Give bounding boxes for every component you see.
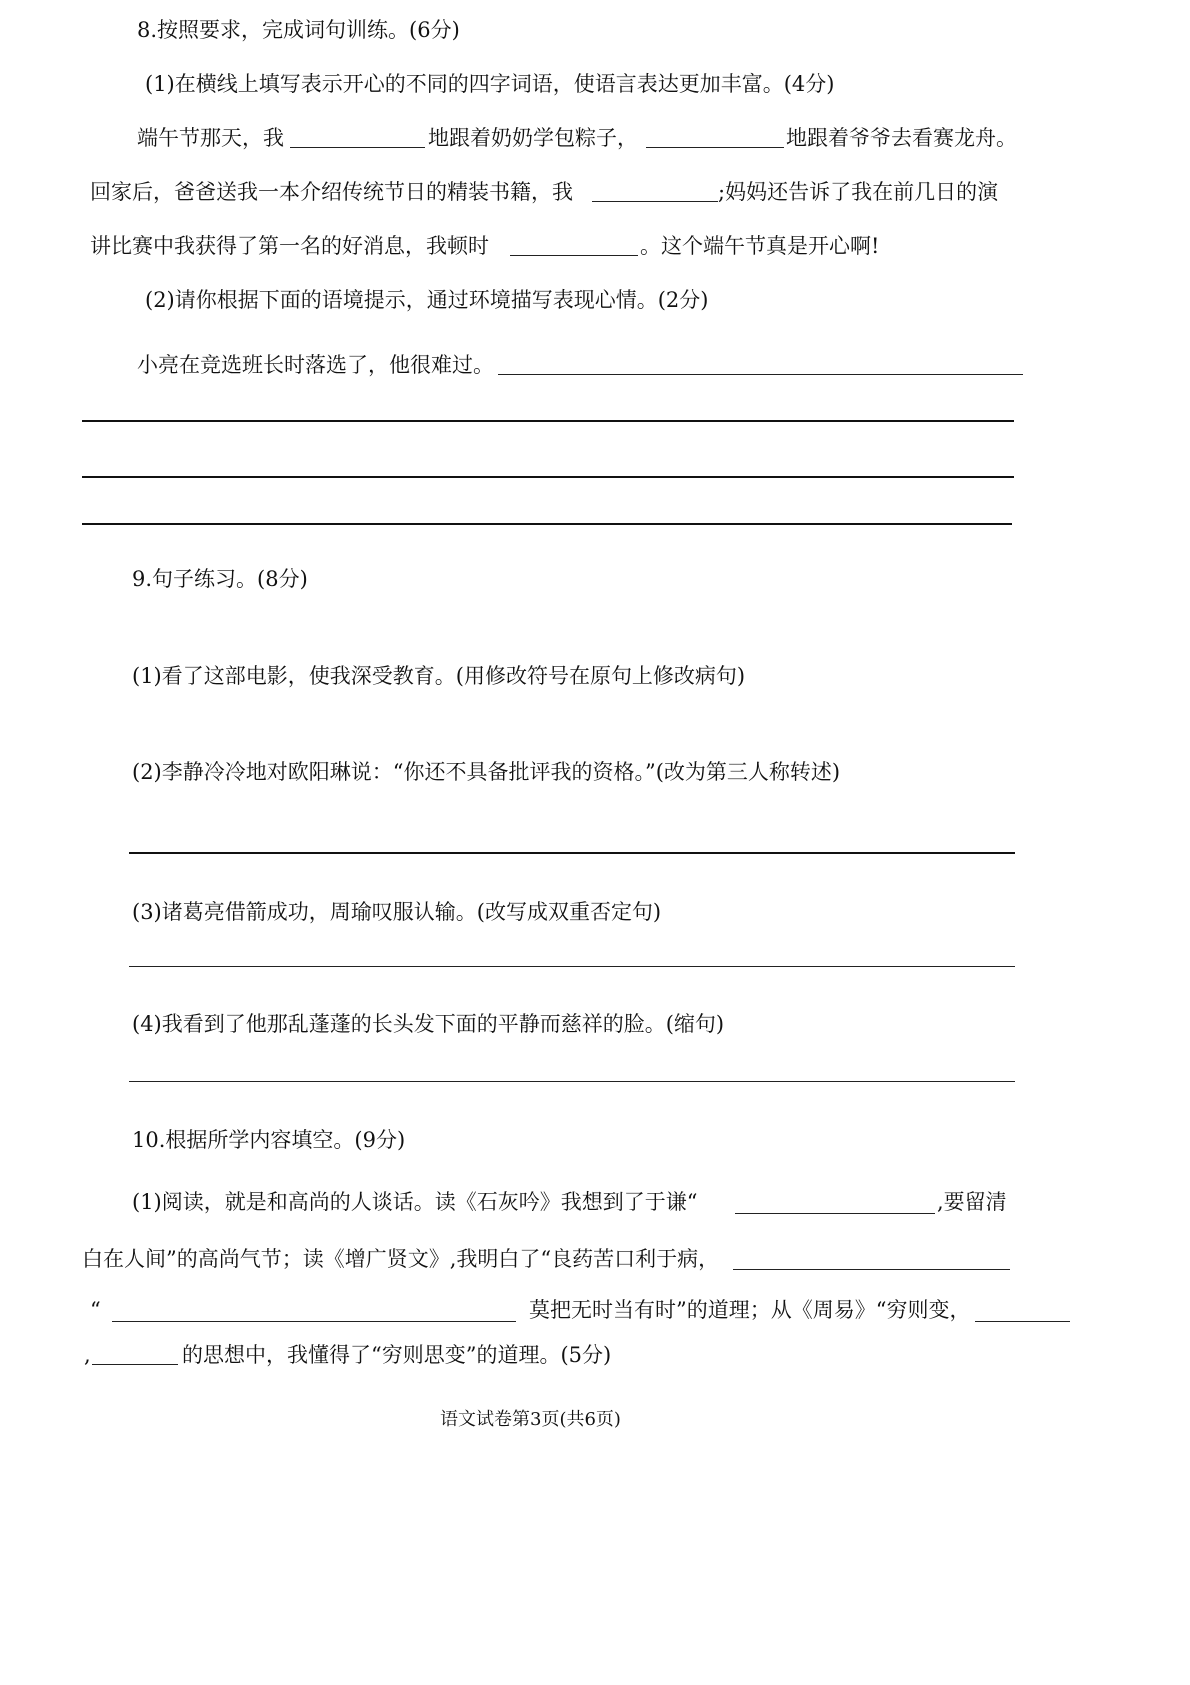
q10-line1-text-b: ,要留清 — [937, 1190, 1007, 1214]
blank-poem-line[interactable] — [735, 1213, 935, 1214]
q9-sentence-2: (2)李静冷冷地对欧阳琳说：“你还不具备批评我的资格。”(改为第三人称转述) — [132, 760, 841, 784]
q8-line3-text-b: 。这个端午节真是开心啊! — [640, 234, 880, 258]
q10-line4-text-b: 的思想中，我懂得了“穷则思变”的道理。(5分) — [182, 1343, 612, 1367]
answer-line-environment-2[interactable] — [82, 420, 1014, 422]
page-footer: 语文试卷第3页(共6页) — [440, 1409, 621, 1430]
blank-proverb-1[interactable] — [733, 1269, 1010, 1270]
blank-zhouyi-1[interactable] — [975, 1321, 1070, 1322]
q8-line2-text-a: 回家后，爸爸送我一本介绍传统节日的精装书籍，我 — [90, 180, 573, 204]
answer-line-q9-3[interactable] — [129, 966, 1015, 967]
blank-joyful-word-1[interactable] — [290, 147, 425, 148]
q8-line1-text-b: 地跟着奶奶学包粽子， — [428, 126, 638, 150]
q8-line3-text-a: 讲比赛中我获得了第一名的好消息，我顿时 — [90, 234, 489, 258]
q9-sentence-4: (4)我看到了他那乱蓬蓬的长头发下面的平静而慈祥的脸。(缩句) — [132, 1012, 725, 1036]
q10-line1-text-a: (1)阅读，就是和高尚的人谈话。读《石灰吟》我想到了于谦“ — [132, 1190, 698, 1214]
q8-part2-instruction: (2)请你根据下面的语境提示，通过环境描写表现心情。(2分) — [145, 288, 709, 312]
answer-line-q9-2[interactable] — [129, 852, 1015, 854]
q10-heading: 10.根据所学内容填空。(9分) — [132, 1128, 406, 1152]
answer-line-environment-4[interactable] — [82, 523, 1012, 525]
q8-heading: 8.按照要求，完成词句训练。(6分) — [137, 18, 460, 42]
q9-sentence-1: (1)看了这部电影，使我深受教育。(用修改符号在原句上修改病句) — [132, 664, 746, 688]
q10-line2-text-a: 白在人间”的高尚气节；读《增广贤文》,我明白了“良药苦口利于病， — [82, 1247, 720, 1271]
answer-line-q9-4[interactable] — [129, 1081, 1015, 1082]
q10-line3-text-b: 莫把无时当有时”的道理；从《周易》“穷则变， — [529, 1298, 971, 1322]
blank-joyful-word-2[interactable] — [646, 147, 784, 148]
blank-joyful-word-3[interactable] — [592, 201, 718, 202]
q8-part1-instruction: (1)在横线上填写表示开心的不同的四字词语，使语言表达更加丰富。(4分) — [145, 72, 835, 96]
q8-line1-text-a: 端午节那天，我 — [137, 126, 284, 150]
q8-part2-prompt: 小亮在竞选班长时落选了，他很难过。 — [137, 353, 494, 377]
answer-line-environment-1[interactable] — [498, 374, 1023, 375]
q8-line1-text-c: 地跟着爷爷去看赛龙舟。 — [786, 126, 1017, 150]
q10-line4-comma: , — [84, 1343, 91, 1367]
blank-zhouyi-2[interactable] — [92, 1364, 178, 1365]
q9-heading: 9.句子练习。(8分) — [132, 567, 308, 591]
blank-proverb-2[interactable] — [112, 1321, 516, 1322]
q9-sentence-3: (3)诸葛亮借箭成功，周瑜叹服认输。(改写成双重否定句) — [132, 900, 662, 924]
answer-line-environment-3[interactable] — [82, 476, 1014, 478]
blank-joyful-word-4[interactable] — [510, 255, 638, 256]
q10-line3-open-quote: “ — [90, 1298, 101, 1322]
q8-line2-text-b: ;妈妈还告诉了我在前几日的演 — [718, 180, 999, 204]
